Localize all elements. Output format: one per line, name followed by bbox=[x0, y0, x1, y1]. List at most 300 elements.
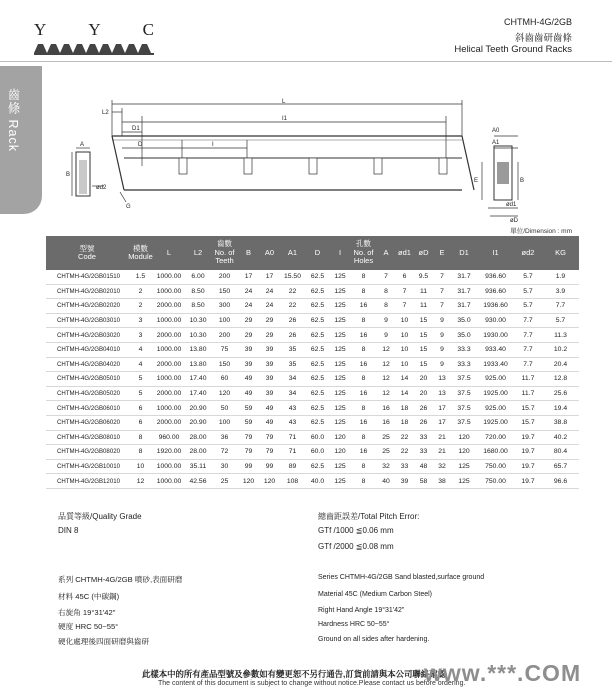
table-cell: 40 bbox=[377, 474, 395, 489]
table-cell: 3.9 bbox=[542, 284, 579, 299]
table-cell: 9 bbox=[433, 357, 451, 372]
table-cell: 8 bbox=[350, 313, 377, 328]
table-cell: 7 bbox=[395, 284, 414, 299]
table-cell: 125 bbox=[330, 401, 350, 416]
table-header-text: No. of bbox=[214, 247, 235, 257]
table-header-cell bbox=[46, 236, 128, 270]
table-header-text: Teeth bbox=[215, 256, 234, 266]
table-cell: 100 bbox=[211, 313, 238, 328]
table-cell-code: CHTMH-4G/2GB12010 bbox=[46, 474, 128, 489]
table-cell: 15.7 bbox=[514, 401, 542, 416]
table-row bbox=[46, 430, 579, 445]
table-header-text: D1 bbox=[459, 247, 469, 257]
table-cell: 125 bbox=[330, 415, 350, 430]
table-cell: 120 bbox=[259, 474, 280, 489]
table-cell: 8 bbox=[128, 445, 153, 460]
logo-letter-y1: Y bbox=[34, 20, 47, 39]
table-cell: 49 bbox=[238, 386, 259, 401]
table-cell: 26 bbox=[280, 328, 305, 343]
table-header-text: Code bbox=[78, 252, 96, 261]
table-cell: 10 bbox=[128, 459, 153, 474]
table-cell: 125 bbox=[330, 313, 350, 328]
table-cell: 25 bbox=[211, 474, 238, 489]
table-header-cell bbox=[395, 236, 414, 270]
table-cell: 2 bbox=[128, 284, 153, 299]
table-cell: 24 bbox=[238, 284, 259, 299]
table-cell-code: CHTMH-4G/2GB08010 bbox=[46, 430, 128, 445]
table-row bbox=[46, 415, 579, 430]
table-cell: 12 bbox=[377, 372, 395, 387]
dimension-unit-note: 單位/Dimension : mm bbox=[510, 228, 572, 235]
pitch-error-1000: GTf /1000 ≦0.06 mm bbox=[318, 526, 394, 535]
table-cell: 6 bbox=[128, 415, 153, 430]
table-row bbox=[46, 372, 579, 387]
table-cell: 28.00 bbox=[185, 430, 211, 445]
spec-zh-grinding: 硬化處理後四面研磨與齒研 bbox=[58, 637, 150, 646]
table-cell: 8 bbox=[350, 459, 377, 474]
table-cell: 99 bbox=[259, 459, 280, 474]
table-cell: 2000.00 bbox=[153, 357, 185, 372]
table-cell: 71 bbox=[280, 430, 305, 445]
table-cell: 750.00 bbox=[477, 474, 514, 489]
table-cell: 59 bbox=[238, 401, 259, 416]
spec-en-grinding: Ground on all sides after hardening. bbox=[318, 636, 430, 643]
table-cell: 37.5 bbox=[451, 415, 477, 430]
table-cell: 75 bbox=[211, 342, 238, 357]
table-header-cell bbox=[305, 236, 330, 270]
table-cell: 1000.00 bbox=[153, 401, 185, 416]
label-a: A bbox=[80, 142, 85, 148]
table-cell: 120 bbox=[451, 430, 477, 445]
table-cell: 120 bbox=[238, 474, 259, 489]
table-cell: 60 bbox=[211, 372, 238, 387]
side-tab-rack bbox=[0, 66, 42, 214]
table-cell: 79 bbox=[238, 430, 259, 445]
spec-zh-material: 材料 45C (中碳鋼) bbox=[58, 592, 120, 601]
table-cell: 13 bbox=[433, 386, 451, 401]
logo-letter-y2: Y bbox=[88, 20, 101, 39]
table-row bbox=[46, 474, 579, 489]
table-cell: 58 bbox=[414, 474, 433, 489]
label-i: I bbox=[212, 142, 214, 148]
table-header-text: Module bbox=[128, 252, 153, 261]
table-cell: 9 bbox=[377, 313, 395, 328]
table-cell: 39 bbox=[259, 357, 280, 372]
table-cell: 79 bbox=[259, 430, 280, 445]
table-header-cell bbox=[128, 236, 153, 270]
table-cell: 12 bbox=[377, 386, 395, 401]
table-cell: 17 bbox=[433, 401, 451, 416]
table-cell: 33.3 bbox=[451, 357, 477, 372]
table-row bbox=[46, 386, 579, 401]
table-row bbox=[46, 284, 579, 299]
table-cell: 8 bbox=[350, 474, 377, 489]
table-cell: 43 bbox=[280, 415, 305, 430]
table-header-cell bbox=[185, 236, 211, 270]
table-cell-code: CHTMH-4G/2GB08020 bbox=[46, 445, 128, 460]
table-cell: 31.7 bbox=[451, 270, 477, 284]
table-cell: 15 bbox=[414, 328, 433, 343]
table-cell: 17.40 bbox=[185, 386, 211, 401]
footer-notice-en: The content of this document is subject to change without notice.Please contact us before ordering. bbox=[158, 680, 466, 687]
header-title-zh: 斜齒齒研齒條 bbox=[514, 33, 572, 44]
spec-en-angle: Right Hand Angle 19°31'42" bbox=[318, 607, 405, 614]
table-cell: 15.7 bbox=[514, 415, 542, 430]
table-cell: 34 bbox=[280, 372, 305, 387]
table-cell: 1000.00 bbox=[153, 270, 185, 284]
table-cell: 26 bbox=[280, 313, 305, 328]
table-cell: 10.30 bbox=[185, 328, 211, 343]
table-cell: 8 bbox=[377, 299, 395, 314]
table-cell: 100 bbox=[211, 415, 238, 430]
table-cell: 39 bbox=[395, 474, 414, 489]
table-cell: 16 bbox=[377, 401, 395, 416]
table-cell-code: CHTMH-4G/2GB02010 bbox=[46, 284, 128, 299]
table-cell-code: CHTMH-4G/2GB02020 bbox=[46, 299, 128, 314]
spec-table bbox=[46, 236, 579, 489]
table-cell: 14 bbox=[395, 386, 414, 401]
table-cell: 16 bbox=[350, 415, 377, 430]
table-cell: 14 bbox=[395, 372, 414, 387]
table-cell-code: CHTMH-4G/2GB03010 bbox=[46, 313, 128, 328]
table-cell: 62.5 bbox=[305, 284, 330, 299]
table-cell: 7.7 bbox=[514, 328, 542, 343]
header-divider bbox=[0, 61, 612, 62]
table-cell: 15.50 bbox=[280, 270, 305, 284]
table-header-cell bbox=[433, 236, 451, 270]
table-header-text: A bbox=[383, 247, 389, 257]
table-cell: 1933.40 bbox=[477, 357, 514, 372]
spec-en-hardness: Hardness HRC 50~55° bbox=[318, 621, 390, 628]
table-header-cell bbox=[238, 236, 259, 270]
table-cell: 25.6 bbox=[542, 386, 579, 401]
table-cell: 48 bbox=[414, 459, 433, 474]
table-header-cell bbox=[477, 236, 514, 270]
table-cell: 125 bbox=[330, 357, 350, 372]
table-header-text: L bbox=[166, 247, 172, 257]
quality-grade-label: 品質等級/Quality Grade bbox=[58, 512, 142, 521]
table-cell: 24 bbox=[259, 299, 280, 314]
table-header-text: øD bbox=[418, 247, 429, 257]
table-cell: 6 bbox=[395, 270, 414, 284]
table-cell: 79 bbox=[238, 445, 259, 460]
label-b: B bbox=[66, 172, 71, 178]
table-cell: 37.5 bbox=[451, 372, 477, 387]
table-cell: 10.30 bbox=[185, 313, 211, 328]
table-cell: 22 bbox=[280, 284, 305, 299]
table-cell: 38.8 bbox=[542, 415, 579, 430]
table-cell: 1936.60 bbox=[477, 299, 514, 314]
footer-notice-zh: 此樣本中的所有產品型號及參數如有變更恕不另行通告,訂貨前請與本公司聯絡確認 bbox=[142, 669, 446, 679]
table-cell: 71 bbox=[280, 445, 305, 460]
table-cell-code: CHTMH-4G/2GB05010 bbox=[46, 372, 128, 387]
table-cell: 120 bbox=[451, 445, 477, 460]
table-cell: 60.0 bbox=[305, 430, 330, 445]
table-cell: 125 bbox=[330, 299, 350, 314]
label-b-right: B bbox=[520, 178, 525, 184]
table-cell: 11 bbox=[414, 299, 433, 314]
table-cell: 2000.00 bbox=[153, 415, 185, 430]
table-cell: 16 bbox=[350, 357, 377, 372]
table-cell: 8 bbox=[377, 284, 395, 299]
table-cell: 12 bbox=[377, 342, 395, 357]
label-l2: L2 bbox=[102, 110, 109, 116]
table-cell: 7.7 bbox=[514, 313, 542, 328]
table-cell: 37.5 bbox=[451, 386, 477, 401]
table-header-text: 型號 bbox=[79, 243, 95, 253]
table-cell: 26 bbox=[414, 401, 433, 416]
table-cell: 20.90 bbox=[185, 415, 211, 430]
table-cell: 35.0 bbox=[451, 313, 477, 328]
table-cell: 20.90 bbox=[185, 401, 211, 416]
table-cell: 125 bbox=[451, 474, 477, 489]
table-cell: 29 bbox=[259, 313, 280, 328]
rack-technical-drawing bbox=[42, 96, 576, 226]
table-header-text: ød2 bbox=[521, 247, 535, 257]
table-cell: 99 bbox=[238, 459, 259, 474]
table-cell: 3 bbox=[128, 328, 153, 343]
table-cell: 62.5 bbox=[305, 357, 330, 372]
spec-zh-hardness: 硬度 HRC 50~55° bbox=[58, 622, 119, 631]
table-cell: 24 bbox=[238, 299, 259, 314]
table-cell: 37.5 bbox=[451, 401, 477, 416]
table-header-text: 齒數 bbox=[217, 239, 232, 249]
table-row bbox=[46, 313, 579, 328]
table-cell-code: CHTMH-4G/2GB06010 bbox=[46, 401, 128, 416]
table-cell: 11.7 bbox=[514, 372, 542, 387]
table-header-cell bbox=[153, 236, 185, 270]
table-header-text: Holes bbox=[353, 256, 374, 266]
table-cell: 2000.00 bbox=[153, 386, 185, 401]
table-cell: 22 bbox=[395, 430, 414, 445]
table-cell: 25 bbox=[377, 430, 395, 445]
table-header-cell bbox=[330, 236, 350, 270]
table-cell: 59 bbox=[238, 415, 259, 430]
table-cell: 1000.00 bbox=[153, 459, 185, 474]
table-cell: 16 bbox=[350, 328, 377, 343]
table-cell: 1000.00 bbox=[153, 342, 185, 357]
table-cell: 936.60 bbox=[477, 270, 514, 284]
table-cell: 40.0 bbox=[305, 474, 330, 489]
table-cell: 62.5 bbox=[305, 401, 330, 416]
yyc-logo bbox=[34, 20, 154, 60]
table-cell-code: CHTMH-4G/2GB01510 bbox=[46, 270, 128, 284]
label-i1: I1 bbox=[282, 116, 288, 122]
table-cell: 12 bbox=[377, 357, 395, 372]
table-cell: 10 bbox=[395, 357, 414, 372]
table-row bbox=[46, 270, 579, 284]
table-cell: 5.7 bbox=[514, 284, 542, 299]
table-cell: 15 bbox=[414, 357, 433, 372]
spec-en-material: Material 45C (Medium Carbon Steel) bbox=[318, 591, 432, 598]
table-cell: 925.00 bbox=[477, 401, 514, 416]
table-cell: 1925.00 bbox=[477, 386, 514, 401]
table-cell: 1000.00 bbox=[153, 474, 185, 489]
table-cell: 62.5 bbox=[305, 415, 330, 430]
table-cell: 7 bbox=[433, 270, 451, 284]
label-a0: A0 bbox=[492, 128, 500, 134]
table-cell: 65.7 bbox=[542, 459, 579, 474]
table-cell: 7.7 bbox=[514, 342, 542, 357]
table-cell: 49 bbox=[238, 372, 259, 387]
spec-zh-angle: 右旋角 19°31'42" bbox=[58, 608, 116, 617]
side-tab-label: 齒條 Rack bbox=[6, 88, 20, 152]
table-cell: 4 bbox=[128, 357, 153, 372]
table-cell: 39 bbox=[259, 386, 280, 401]
label-g: G bbox=[126, 204, 131, 210]
table-cell: 21 bbox=[433, 430, 451, 445]
label-od: øD bbox=[510, 218, 518, 224]
table-header-text: 模數 bbox=[133, 243, 148, 253]
label-d: D bbox=[138, 142, 143, 148]
table-cell: 2000.00 bbox=[153, 328, 185, 343]
table-cell: 8 bbox=[350, 270, 377, 284]
label-d1: D1 bbox=[132, 126, 140, 132]
quality-grade-value: DIN 8 bbox=[58, 526, 79, 535]
table-cell: 125 bbox=[330, 342, 350, 357]
table-cell: 125 bbox=[330, 474, 350, 489]
table-cell: 20 bbox=[414, 372, 433, 387]
table-cell: 1.5 bbox=[128, 270, 153, 284]
pitch-error-2000: GTf /2000 ≦0.08 mm bbox=[318, 542, 394, 551]
table-cell: 50 bbox=[211, 401, 238, 416]
table-cell: 5.7 bbox=[542, 313, 579, 328]
table-cell: 125 bbox=[330, 284, 350, 299]
table-cell: 15 bbox=[414, 313, 433, 328]
table-cell: 18 bbox=[395, 415, 414, 430]
table-cell: 16 bbox=[350, 445, 377, 460]
table-cell: 8.50 bbox=[185, 284, 211, 299]
table-cell: 62.5 bbox=[305, 342, 330, 357]
table-cell: 16 bbox=[350, 386, 377, 401]
label-a1: A1 bbox=[492, 140, 500, 146]
table-cell: 13.80 bbox=[185, 342, 211, 357]
table-cell: 9 bbox=[433, 342, 451, 357]
header-title-en: Helical Teeth Ground Racks bbox=[454, 44, 572, 55]
table-cell: 31.7 bbox=[451, 299, 477, 314]
table-cell: 19.7 bbox=[514, 474, 542, 489]
table-cell: 17.40 bbox=[185, 372, 211, 387]
table-cell: 19.7 bbox=[514, 445, 542, 460]
table-cell: 8 bbox=[128, 430, 153, 445]
table-header-text: A0 bbox=[264, 247, 275, 257]
table-row bbox=[46, 401, 579, 416]
table-cell: 10.2 bbox=[542, 342, 579, 357]
table-header-text: B bbox=[245, 247, 251, 257]
table-cell: 9 bbox=[433, 313, 451, 328]
table-cell: 26 bbox=[414, 415, 433, 430]
logo-letters bbox=[34, 20, 154, 40]
table-cell: 10 bbox=[395, 328, 414, 343]
table-header-row bbox=[46, 236, 579, 270]
table-cell: 10 bbox=[395, 342, 414, 357]
table-cell: 3 bbox=[128, 313, 153, 328]
table-header-cell bbox=[377, 236, 395, 270]
table-cell: 960.00 bbox=[153, 430, 185, 445]
table-cell: 35.11 bbox=[185, 459, 211, 474]
table-header-text: A1 bbox=[287, 247, 298, 257]
table-cell: 34 bbox=[280, 386, 305, 401]
table-cell: 20 bbox=[414, 386, 433, 401]
table-cell: 5.7 bbox=[514, 270, 542, 284]
label-od1: ød1 bbox=[506, 202, 517, 208]
table-cell: 16 bbox=[377, 415, 395, 430]
table-cell: 35 bbox=[280, 357, 305, 372]
table-header-cell bbox=[280, 236, 305, 270]
table-cell: 96.6 bbox=[542, 474, 579, 489]
table-cell: 150 bbox=[211, 357, 238, 372]
table-cell: 19.7 bbox=[514, 430, 542, 445]
table-cell: 62.5 bbox=[305, 270, 330, 284]
table-cell: 33.3 bbox=[451, 342, 477, 357]
table-cell: 5.7 bbox=[514, 299, 542, 314]
table-cell: 89 bbox=[280, 459, 305, 474]
table-cell: 33 bbox=[414, 445, 433, 460]
table-cell: 15 bbox=[414, 342, 433, 357]
table-row bbox=[46, 342, 579, 357]
table-cell: 19.7 bbox=[514, 459, 542, 474]
table-cell: 62.5 bbox=[305, 386, 330, 401]
label-l: L bbox=[282, 99, 286, 105]
table-cell-code: CHTMH-4G/2GB04020 bbox=[46, 357, 128, 372]
table-cell: 20.4 bbox=[542, 357, 579, 372]
table-cell: 22 bbox=[395, 445, 414, 460]
table-cell: 7.7 bbox=[514, 357, 542, 372]
table-cell: 25 bbox=[377, 445, 395, 460]
table-cell: 10 bbox=[395, 313, 414, 328]
table-cell: 29 bbox=[238, 313, 259, 328]
watermark: www.***.COM bbox=[424, 660, 582, 686]
table-cell: 125 bbox=[330, 328, 350, 343]
table-cell: 33 bbox=[414, 430, 433, 445]
spec-zh-series: 系列 CHTMH-4G/2GB 噴砂,表面研磨 bbox=[58, 575, 183, 584]
table-cell: 39 bbox=[238, 357, 259, 372]
table-cell: 30 bbox=[211, 459, 238, 474]
table-cell: 11.7 bbox=[514, 386, 542, 401]
table-cell: 933.40 bbox=[477, 342, 514, 357]
table-cell: 7 bbox=[377, 270, 395, 284]
table-header-text: I bbox=[338, 247, 342, 257]
table-header-cell bbox=[259, 236, 280, 270]
table-cell: 62.5 bbox=[305, 328, 330, 343]
table-cell: 13 bbox=[433, 372, 451, 387]
table-cell: 1920.00 bbox=[153, 445, 185, 460]
table-cell: 125 bbox=[330, 270, 350, 284]
table-cell: 750.00 bbox=[477, 459, 514, 474]
table-cell: 7 bbox=[395, 299, 414, 314]
table-cell: 43 bbox=[280, 401, 305, 416]
table-row bbox=[46, 445, 579, 460]
table-cell: 4 bbox=[128, 342, 153, 357]
table-cell: 9 bbox=[433, 328, 451, 343]
logo-letter-c: C bbox=[142, 20, 154, 39]
table-cell: 35.0 bbox=[451, 328, 477, 343]
table-cell: 49 bbox=[259, 415, 280, 430]
table-cell: 17 bbox=[433, 415, 451, 430]
table-cell: 2 bbox=[128, 299, 153, 314]
table-cell: 1925.00 bbox=[477, 415, 514, 430]
table-cell: 930.00 bbox=[477, 313, 514, 328]
table-cell: 31.7 bbox=[451, 284, 477, 299]
table-cell: 39 bbox=[259, 372, 280, 387]
table-cell-code: CHTMH-4G/2GB03020 bbox=[46, 328, 128, 343]
table-cell: 8 bbox=[350, 284, 377, 299]
table-cell: 40.2 bbox=[542, 430, 579, 445]
table-cell-code: CHTMH-4G/2GB04010 bbox=[46, 342, 128, 357]
table-cell: 125 bbox=[330, 459, 350, 474]
table-cell: 12.8 bbox=[542, 372, 579, 387]
table-cell: 108 bbox=[280, 474, 305, 489]
